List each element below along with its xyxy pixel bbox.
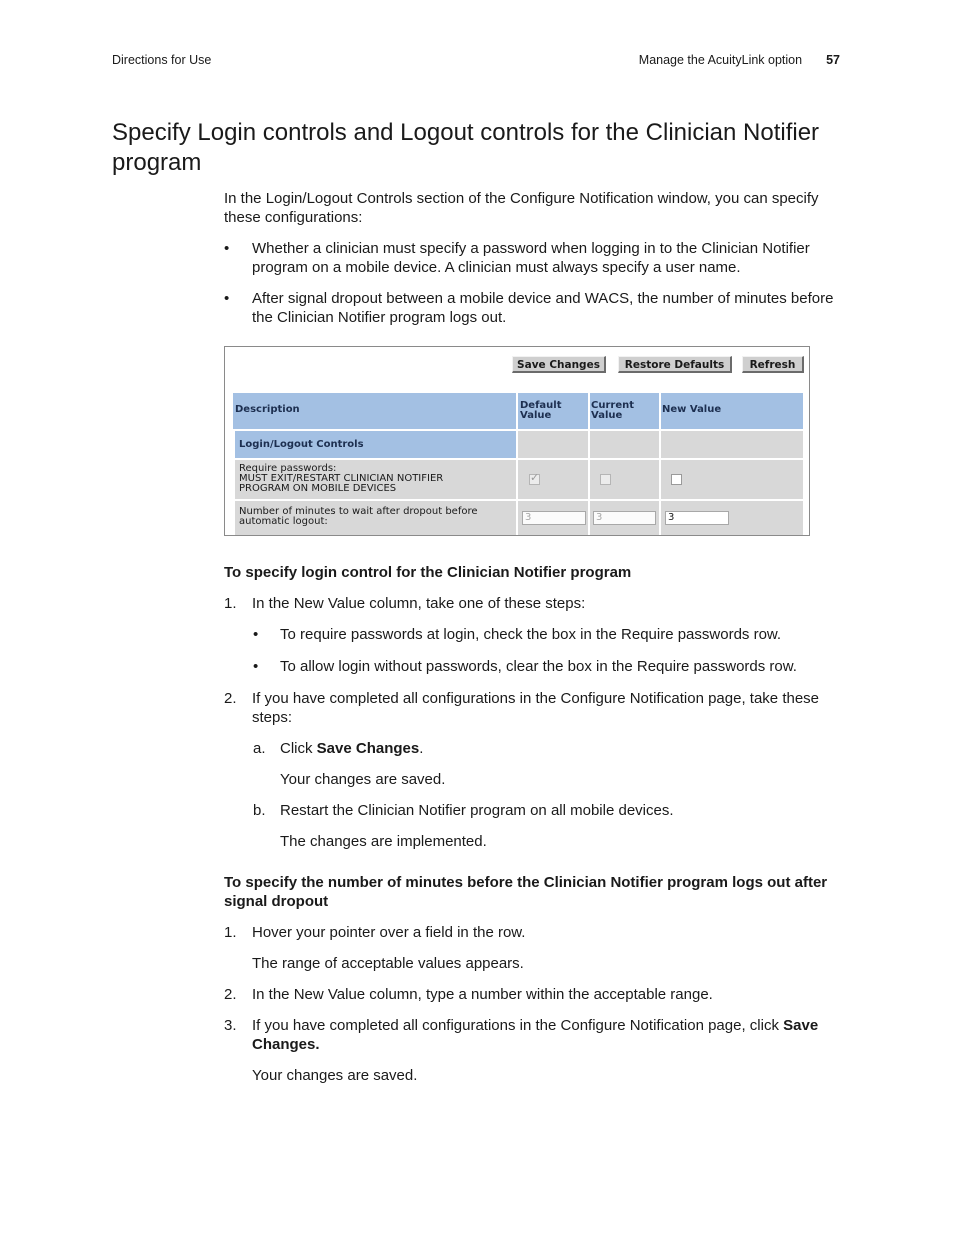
- sub-step: [224, 801, 844, 820]
- step-number: 1.: [224, 595, 237, 612]
- procedure-heading: To specify login control for the Clinician Notifier program: [224, 564, 632, 581]
- procedure-heading: To specify the number of minutes before the Clinician Notifier program logs out after signal dropout: [224, 874, 828, 910]
- step-text: If you have completed all configurations in the Configure Notification page, click: [252, 1017, 784, 1034]
- sub-step-letter: b.: [253, 802, 266, 819]
- default-value-field: 3: [522, 511, 586, 525]
- sub-step-letter: a.: [253, 740, 266, 757]
- bullet-mark: •: [253, 626, 259, 643]
- step-text: Hover your pointer over a field in the row.: [252, 924, 526, 941]
- restore-defaults-button[interactable]: Restore Defaults: [618, 356, 732, 373]
- ui-term-save-changes: Save Changes: [316, 740, 420, 757]
- row-label-line: Require passwords:: [239, 463, 337, 474]
- bullet-text: To allow login without passwords, clear the box in the Require passwords row.: [280, 658, 797, 675]
- require-passwords-description: [235, 460, 516, 499]
- row-label-line: PROGRAM ON MOBILE DEVICES: [239, 483, 397, 494]
- require-passwords-new-cell: [661, 460, 803, 499]
- column-header-new-value: New Value: [661, 393, 803, 429]
- step-text: In the New Value column, type a number within the acceptable range.: [252, 986, 713, 1003]
- default-header-line2: Value: [520, 410, 552, 421]
- save-changes-button[interactable]: Save Changes: [512, 356, 606, 373]
- sub-step-prefix: Click: [280, 740, 317, 757]
- bullet-item: [224, 657, 844, 676]
- body-content: [224, 189, 844, 1097]
- bullet-item: [224, 625, 844, 644]
- step-number: 2.: [224, 986, 237, 1003]
- new-value-field[interactable]: 3: [665, 511, 729, 525]
- current-value-field: 3: [593, 511, 656, 525]
- bullet-mark: •: [224, 240, 230, 257]
- bullet-text: To require passwords at login, check the box in the Require passwords row.: [280, 626, 782, 643]
- procedure-step: [224, 594, 844, 613]
- procedure-step: [224, 985, 844, 1004]
- checkmark-icon: ✓: [530, 471, 540, 484]
- row-label-line: MUST EXIT/RESTART CLINICIAN NOTIFIER: [239, 473, 444, 484]
- current-header-line1: Current: [591, 400, 635, 411]
- default-header-line1: Default: [520, 400, 562, 411]
- step-result: The range of acceptable values appears.: [252, 955, 524, 972]
- bullet-mark: •: [253, 658, 259, 675]
- step-number: 1.: [224, 924, 237, 941]
- procedure-step: [224, 1016, 844, 1054]
- step-text: If you have completed all configurations in the Configure Notification page, take these steps:: [252, 690, 820, 726]
- refresh-button[interactable]: Refresh: [742, 356, 804, 373]
- section-name: Manage the AcuityLink option: [638, 53, 803, 67]
- default-value-checkbox: [529, 471, 540, 485]
- sub-step-text: Restart the Clinician Notifier program on all mobile devices.: [280, 802, 674, 819]
- column-header-description: Description: [233, 393, 516, 429]
- bullet-item: [224, 239, 844, 277]
- dropout-minutes-current-cell: [590, 501, 659, 535]
- procedure-step: [224, 689, 844, 727]
- require-passwords-current-cell: [590, 460, 659, 499]
- bullet-item: [224, 289, 844, 327]
- bullet-mark: •: [224, 290, 230, 307]
- empty-cell: [518, 431, 588, 458]
- step-number: 2.: [224, 690, 237, 707]
- bullet-text: After signal dropout between a mobile device and WACS, the number of minutes before the Clinician Notifier program logs out.: [252, 290, 834, 326]
- procedure-step: [224, 923, 844, 942]
- empty-cell: [590, 431, 659, 458]
- step-result: Your changes are saved.: [252, 1067, 418, 1084]
- group-label: Login/Logout Controls: [235, 431, 516, 458]
- step-result: Your changes are saved.: [280, 771, 446, 788]
- row-label-line: automatic logout:: [239, 516, 328, 527]
- step-text: In the New Value column, take one of these steps:: [252, 595, 586, 612]
- section-title: Specify Login controls and Logout controls for the Clinician Notifier program: [112, 119, 820, 176]
- sub-step-suffix: .: [419, 740, 424, 757]
- dropout-minutes-description: [235, 501, 516, 535]
- step-result: The changes are implemented.: [280, 833, 487, 850]
- current-value-checkbox: [600, 474, 611, 485]
- configure-notification-screenshot: [224, 346, 810, 536]
- ui-term-save-changes: Save Changes.: [252, 1017, 819, 1053]
- dropout-minutes-default-cell: [518, 501, 588, 535]
- running-header-right: [639, 53, 840, 67]
- empty-cell: [661, 431, 803, 458]
- require-passwords-default-cell: [518, 460, 588, 499]
- dropout-minutes-new-cell: [661, 501, 803, 535]
- new-value-checkbox[interactable]: [671, 474, 682, 485]
- column-header-current-value: [590, 393, 659, 429]
- running-header-left: Directions for Use: [112, 53, 212, 67]
- step-number: 3.: [224, 1017, 237, 1034]
- intro-paragraph: In the Login/Logout Controls section of the Configure Notification window, you can specify these configurations:: [224, 190, 819, 226]
- row-label-line: Number of minutes to wait after dropout before: [239, 506, 478, 517]
- current-header-line2: Value: [591, 410, 623, 421]
- column-header-default-value: [518, 393, 588, 429]
- page-number: 57: [826, 53, 840, 67]
- bullet-text: Whether a clinician must specify a password when logging in to the Clinician Notifier program on a mobile device. A clinician must always specify a user name.: [252, 240, 810, 276]
- sub-step: [224, 739, 844, 758]
